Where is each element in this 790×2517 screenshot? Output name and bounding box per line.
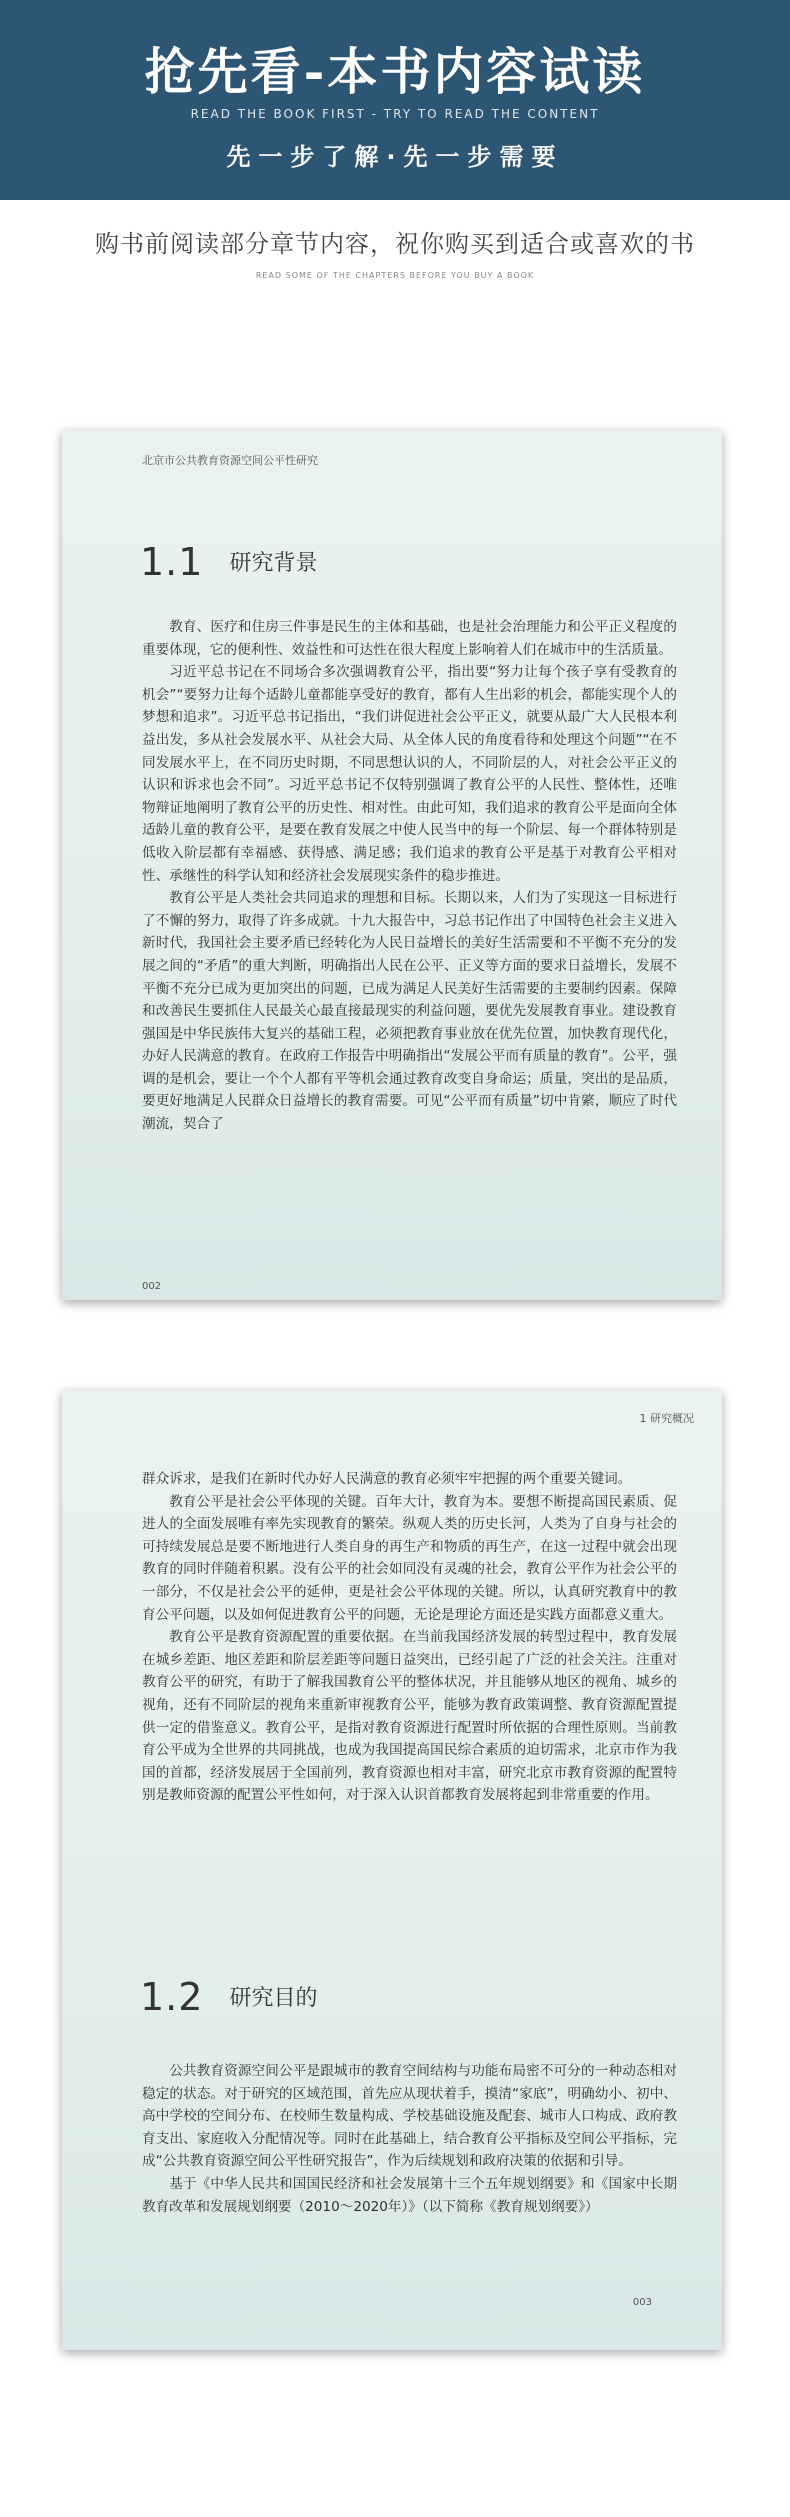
paragraph: 教育、医疗和住房三件事是民生的主体和基础，也是社会治理能力和公平正义程度的重要体现，它的便利性、效益性和可达性在很大程度上影响着人们在城市中的生活质量。 — [142, 619, 677, 658]
page-number: 002 — [142, 1281, 162, 1292]
paragraph: 公共教育资源空间公平是跟城市的教育空间结构与功能布局密不可分的一种动态相对稳定的状态。对于研究的区域范围，首先应从现状着手，摸清“家底”，明确幼小、初中、高中学校的空间分布、在校师生数量构成、学校基础设施及配套、城市人口构成、政府教育支出、家庭收入分配情况等。同时在此基础上，结合教育公平指标及空间公平指标，完成“公共教育资源空间公平性研究报告”，作为后续规划和政府决策的依据和引导。 — [142, 2063, 677, 2170]
running-head: 北京市公共教育资源空间公平性研究 — [142, 454, 318, 467]
section-title: 研究目的 — [229, 1986, 318, 2011]
paragraph: 教育公平是人类社会共同追求的理想和目标。长期以来，人们为了实现这一目标进行了不懈的努力，取得了许多成就。十九大报告中，习总书记作出了中国特色社会主义进入新时代，我国社会主要矛盾已经转化为人民日益增长的美好生活需要和不平衡不充分的发展之间的“矛盾”的重大判断，明确指出人民在公平、正义等方面的要求日益增长，发展不平衡不充分已成为更加突出的问题，已成为满足人民美好生活需要的主要制约因素。保障和改善民生要抓住人民最关心最直接最现实的利益问题，要优先发展教育事业。建设教育强国是中华民族伟大复兴的基础工程，必须把教育事业放在优先位置，加快教育现代化，办好人民满意的教育。在政府工作报告中明确指出“发展公平而有质量的教育”。公平，强调的是机会，要让一个个人都有平等机会通过教育改变自身命运；质量，突出的是品质，要更好地满足人民群众日益增长的教育需要。可见“公平而有质量”切中肯綮，顺应了时代潮流，契合了 — [142, 890, 677, 1133]
page-number: 003 — [632, 2297, 652, 2308]
book-page-preview-1 — [62, 430, 722, 1300]
section-number: 1.2 — [140, 1975, 204, 2019]
body-text — [142, 616, 677, 1136]
section-number: 1.1 — [140, 540, 204, 584]
running-head: 1 研究概况 — [639, 1412, 694, 1425]
banner-subtitle-cn: 先一步了解·先一步需要 — [226, 143, 564, 171]
paragraph: 基于《中华人民共和国国民经济和社会发展第十三个五年规划纲要》和《国家中长期教育改革和发展规划纲要（2010～2020年）》（以下简称《教育规划纲要》） — [142, 2175, 677, 2215]
book-page-preview-2 — [62, 1390, 722, 2350]
body-text — [142, 1468, 677, 1807]
body-text — [142, 2060, 677, 2218]
paragraph: 教育公平是教育资源配置的重要依据。在当前我国经济发展的转型过程中，教育发展在城乡差距、地区差距和阶层差距等问题日益突出，已经引起了广泛的社会关注。注重对教育公平的研究，有助于了解我国教育公平的整体状况，并且能够从地区的视角、城乡的视角，还有不同阶层的视角来重新审视教育公平，能够为教育政策调整、教育资源配置提供一定的借鉴意义。教育公平，是指对教育资源进行配置时所依据的合理性原则。当前教育公平成为全世界的共同挑战，也成为我国提高国民综合素质的迫切需求，北京市作为我国的首都，经济发展居于全国前列，教育资源也相对丰富，研究北京市教育资源的配置特别是教师资源的配置公平性如何，对于深入认识首都教育发展将起到非常重要的作用。 — [142, 1629, 677, 1804]
intro-tagline-en: READ SOME OF THE CHAPTERS BEFORE YOU BUY A BOOK — [255, 271, 535, 280]
section-heading — [140, 540, 317, 584]
banner-title: 抢先看-本书内容试读 — [144, 42, 646, 101]
paragraph: 教育公平是社会公平体现的关键。百年大计，教育为本。要想不断提高国民素质、促进人的全面发展唯有率先实现教育的繁荣。纵观人类的历史长河，人类为了自身与社会的可持续发展总是要不断地进行人类自身的再生产和物质的再生产，在这一过程中就会出现教育的同时伴随着积累。没有公平的社会如同没有灵魂的社会，教育公平作为社会公平的一部分，不仅是社会公平的延伸，更是社会公平体现的关键。所以，认真研究教育中的教育公平问题，以及如何促进教育公平的问题，无论是理论方面还是实践方面都意义重大。 — [142, 1493, 677, 1623]
paragraph: 习近平总书记在不同场合多次强调教育公平，指出要“努力让每个孩子享有受教育的机会”“要努力让每个适龄儿童都能享受好的教育，都有人生出彩的机会，都能实现个人的梦想和追求”。习近平总书记指出，“我们讲促进社会公平正义，就要从最广大人民根本利益出发，多从社会发展水平、从社会大局、从全体人民的角度看待和处理这个问题”“在不同发展水平上，在不同历史时期，不同思想认识的人，不同阶层的人，对社会公平正义的认识和诉求也会不同”。习近平总书记不仅特别强调了教育公平的人民性、整体性，还唯物辩证地阐明了教育公平的历史性、相对性。由此可知，我们追求的教育公平是面向全体适龄儿童的教育公平，是要在教育发展之中使人民当中的每一个阶层、每一个群体特别是低收入阶层都有幸福感、获得感、满足感；我们追求的教育公平是基于对教育公平相对性、承继性的科学认知和经济社会发展现实条件的稳步推进。 — [142, 664, 677, 884]
section-title: 研究背景 — [229, 551, 318, 576]
header-banner — [0, 0, 790, 200]
section-heading — [140, 1975, 317, 2019]
paragraph: 群众诉求，是我们在新时代办好人民满意的教育必须牢牢把握的两个重要关键词。 — [142, 1471, 632, 1487]
banner-subtitle-en: READ THE BOOK FIRST - TRY TO READ THE CONTENT — [190, 107, 600, 121]
intro-tagline: 购书前阅读部分章节内容，祝你购买到适合或喜欢的书 — [95, 230, 695, 258]
